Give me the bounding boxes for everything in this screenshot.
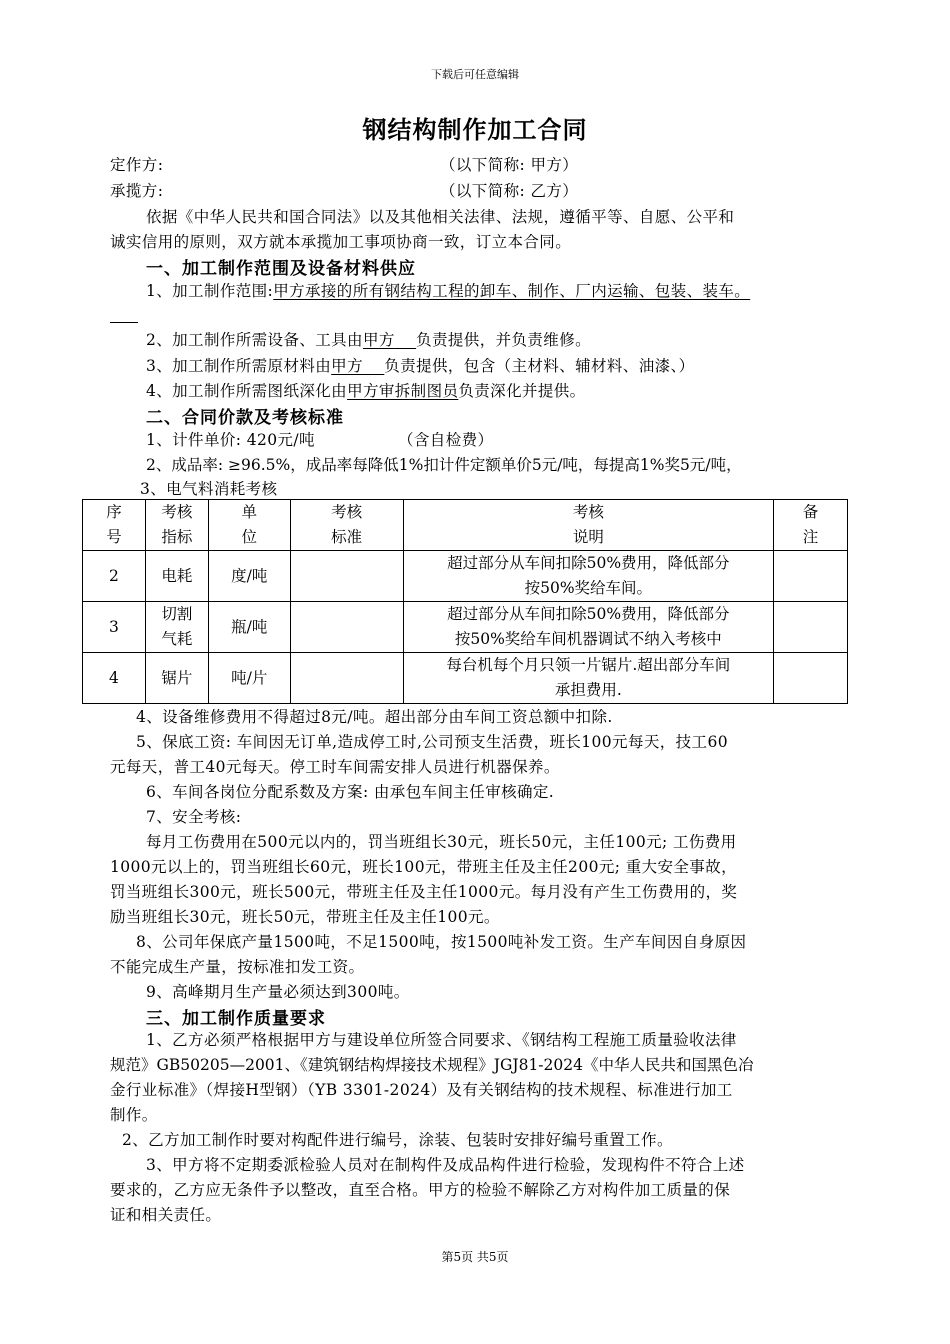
row-no: 2 bbox=[83, 551, 146, 602]
s1-item-4-prefix: 4、加工制作所需图纸深化由 bbox=[146, 382, 348, 400]
s1-item-1 bbox=[146, 279, 750, 301]
page-header: 下载后可任意编辑 bbox=[431, 68, 519, 81]
s1-item-4 bbox=[146, 379, 586, 401]
contractor-label: 承揽方: bbox=[110, 182, 164, 200]
s2-item-9: 9、高峰期月生产量必须达到300吨。 bbox=[146, 983, 410, 1001]
s2-item-1-note: （含自检费） bbox=[398, 431, 494, 449]
intro-line-2: 诚实信用的原则，双方就本承揽加工事项协商一致，订立本合同。 bbox=[110, 233, 572, 251]
row-unit: 吨/片 bbox=[208, 653, 290, 704]
s2-item-4: 4、设备维修费用不得超过8元/吨。超出部分由车间工资总额中扣除. bbox=[136, 708, 613, 726]
header-cell: 考核 指标 bbox=[145, 500, 208, 551]
s2-item-5-line-1: 5、保底工资: 车间因无订单,造成停工时,公司预支生活费，班长100元每天，技工60 bbox=[136, 733, 728, 751]
row-unit: 度/吨 bbox=[208, 551, 290, 602]
s2-item-2: 2、成品率: ≥96.5%，成品率每降低1%扣计件定额单价5元/吨，每提高1%奖5元/吨， bbox=[146, 456, 742, 474]
row-note bbox=[774, 602, 848, 653]
table-row bbox=[83, 653, 848, 704]
row-metric: 锯片 bbox=[145, 653, 208, 704]
s2-item-8-line-1: 8、公司年保底产量1500吨，不足1500吨，按1500吨补发工资。生产车间因自身原因 bbox=[136, 933, 747, 951]
row-desc: 每台机每个月只领一片锯片.超出部分车间 承担费用. bbox=[403, 653, 773, 704]
row-metric: 切割 气耗 bbox=[145, 602, 208, 653]
s3-item-3-line-3: 证和相关责任。 bbox=[110, 1206, 222, 1224]
s2-item-5-line-2: 元每天，普工40元每天。停工时车间需安排人员进行机器保养。 bbox=[110, 758, 560, 776]
blank-underline bbox=[110, 322, 138, 323]
table-row bbox=[83, 602, 848, 653]
row-desc: 超过部分从车间扣除50%费用，降低部分 按50%奖给车间。 bbox=[403, 551, 773, 602]
s2-item-3: 3、电气料消耗考核 bbox=[140, 480, 278, 498]
s3-item-1-line-4: 制作。 bbox=[110, 1106, 158, 1124]
s2-item-7-text-2: 1000元以上的，罚当班组长60元，班长100元，带班主任及主任200元; 重大安全事故， bbox=[110, 858, 737, 876]
s3-item-2: 2、乙方加工制作时要对构配件进行编号，涂装、包装时安排好编号重置工作。 bbox=[122, 1131, 673, 1149]
contractor-abbr: （以下简称: 乙方） bbox=[440, 182, 579, 200]
header-cell: 单 位 bbox=[208, 500, 290, 551]
s1-item-3-suffix: 负责提供，包含（主材料、辅材料、油漆、） bbox=[384, 357, 695, 375]
s1-item-2-suffix: 负责提供，并负责维修。 bbox=[416, 331, 591, 349]
s1-item-4-value: 甲方审拆制图员 bbox=[347, 382, 459, 400]
section-1-heading: 一、加工制作范围及设备材料供应 bbox=[146, 259, 416, 279]
row-desc: 超过部分从车间扣除50%费用，降低部分 按50%奖给车间机器调试不纳入考核中 bbox=[403, 602, 773, 653]
row-standard bbox=[290, 602, 403, 653]
s2-item-6: 6、车间各岗位分配系数及方案: 由承包车间主任审核确定. bbox=[146, 783, 555, 801]
s1-item-3-value: 甲方 bbox=[331, 357, 363, 375]
s1-item-3-prefix: 3、加工制作所需原材料由 bbox=[146, 357, 332, 375]
table-row bbox=[83, 551, 848, 602]
section-2-heading: 二、合同价款及考核标准 bbox=[146, 408, 344, 428]
s3-item-3-line-1: 3、甲方将不定期委派检验人员对在制构件及成品构件进行检验，发现构件不符合上述 bbox=[146, 1156, 745, 1174]
s3-item-3-line-2: 要求的，乙方应无条件予以整改，直至合格。甲方的检验不解除乙方对构件加工质量的保 bbox=[110, 1181, 731, 1199]
s1-item-2-prefix: 2、加工制作所需设备、工具由 bbox=[146, 331, 363, 349]
s1-item-2 bbox=[146, 328, 591, 350]
intro-line-1: 依据《中华人民共和国合同法》以及其他相关法律、法规，遵循平等、自愿、公平和 bbox=[146, 208, 735, 226]
s3-item-1-line-3: 金行业标准》（焊接H型钢）（YB 3301-2024）及有关钢结构的技术规程、标准进行加工 bbox=[110, 1081, 733, 1099]
section-3-heading: 三、加工制作质量要求 bbox=[146, 1009, 326, 1029]
row-metric: 电耗 bbox=[145, 551, 208, 602]
header-cell: 考核 说明 bbox=[403, 500, 773, 551]
table-header-row bbox=[83, 500, 848, 551]
s2-item-8-line-2: 不能完成生产量，按标准扣发工资。 bbox=[110, 958, 365, 976]
s2-item-7-text-4: 励当班组长30元，班长50元，带班主任及主任100元。 bbox=[110, 908, 500, 926]
document-title: 钢结构制作加工合同 bbox=[362, 115, 588, 144]
s2-item-7-text-1: 每月工伤费用在500元以内的，罚当班组长30元，班长50元，主任100元; 工伤费用 bbox=[146, 833, 737, 851]
header-cell: 考核 标准 bbox=[290, 500, 403, 551]
row-standard bbox=[290, 551, 403, 602]
s3-item-1-line-2: 规范》GB50205—2001、《建筑钢结构焊接技术规程》JGJ81-2024《中华人民共和国黑色冶 bbox=[110, 1056, 754, 1074]
s1-item-1-prefix: 1、加工制作范围: bbox=[146, 282, 274, 300]
s2-item-1: 1、计件单价: 420元/吨 bbox=[146, 431, 315, 449]
row-unit: 瓶/吨 bbox=[208, 602, 290, 653]
s2-item-7-text-3: 罚当班组长300元，班长500元，带班主任及主任1000元。每月没有产生工伤费用的，奖 bbox=[110, 883, 738, 901]
row-standard bbox=[290, 653, 403, 704]
s3-item-1-line-1: 1、乙方必须严格根据甲方与建设单位所签合同要求、《钢结构工程施工质量验收法律 bbox=[146, 1031, 737, 1049]
s2-item-7: 7、安全考核: bbox=[146, 808, 242, 826]
s1-item-1-value: 甲方承接的所有钢结构工程的卸车、制作、厂内运输、包装、装车。 bbox=[273, 282, 751, 300]
header-cell: 序 号 bbox=[83, 500, 146, 551]
header-cell: 备 注 bbox=[774, 500, 848, 551]
s1-item-2-value: 甲方 bbox=[362, 331, 395, 349]
s1-item-3 bbox=[146, 354, 695, 376]
consumption-assessment-table bbox=[82, 499, 848, 704]
page-footer: 第5页 共5页 bbox=[441, 1250, 509, 1264]
row-no: 4 bbox=[83, 653, 146, 704]
maker-abbr: （以下简称: 甲方） bbox=[440, 156, 579, 174]
row-note bbox=[774, 551, 848, 602]
row-note bbox=[774, 653, 848, 704]
maker-label: 定作方: bbox=[110, 156, 164, 174]
row-no: 3 bbox=[83, 602, 146, 653]
s1-item-4-suffix: 负责深化并提供。 bbox=[458, 382, 586, 400]
